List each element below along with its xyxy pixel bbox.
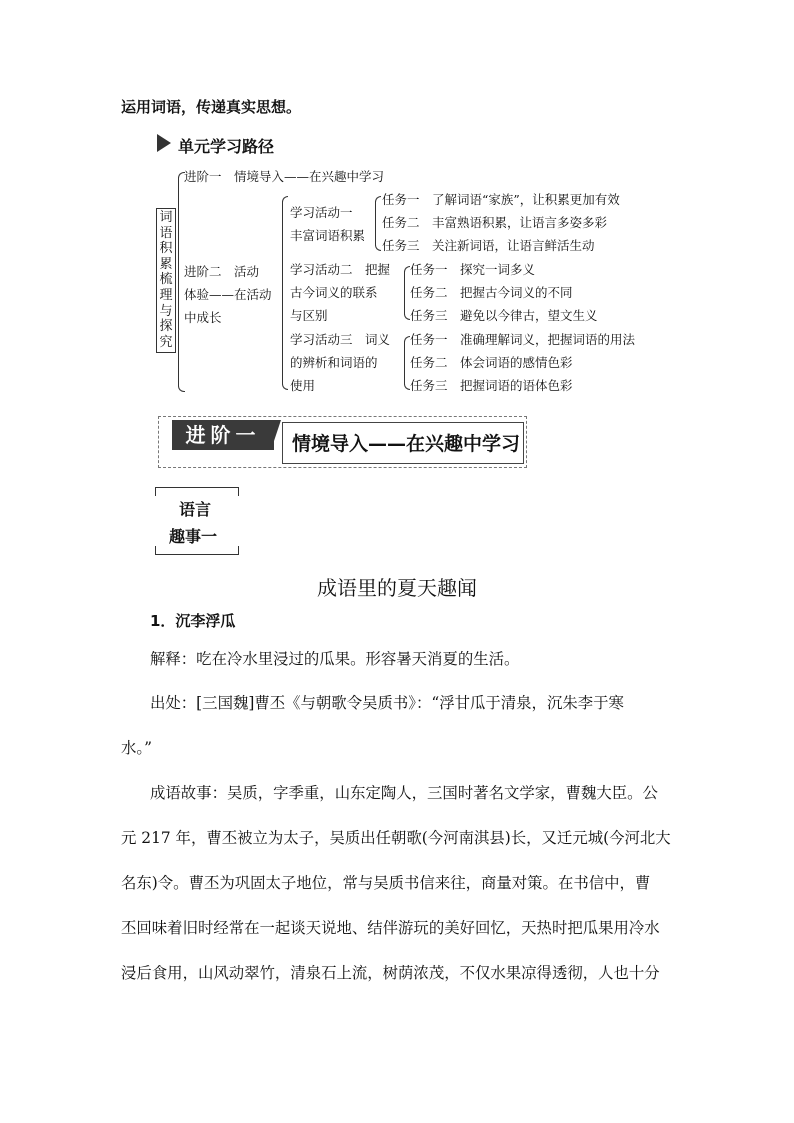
activity3-task1: 任务一 准确理解词义，把握词语的用法 xyxy=(410,332,636,347)
fun-box-line1: 语言 xyxy=(179,500,212,519)
banner-subtitle: 情境导入——在兴趣中学习 xyxy=(292,433,521,455)
activity1-line1: 学习活动一 xyxy=(290,205,353,220)
body-line: 名东)令。曹丕为巩固太子地位，常与吴质书信来往，商量对策。在书信中，曹 xyxy=(121,874,651,892)
body-line: 元 217 年，曹丕被立为太子，吴质出任朝歌(今河南淇县)长，又迁元城(今河北大 xyxy=(121,829,671,847)
activity2-task3: 任务三 避免以今律古，望文生义 xyxy=(410,308,598,323)
activity2-line3: 与区别 xyxy=(290,308,328,323)
fun-box-line2: 趣事一 xyxy=(169,527,218,546)
intro-line: 运用词语，传递真实思想。 xyxy=(121,98,302,116)
stage2-line3: 中成长 xyxy=(184,310,222,325)
body-line: 解释：吃在冷水里浸过的瓜果。形容暑天消夏的生活。 xyxy=(150,650,520,668)
stage2-brace xyxy=(282,196,288,390)
stage2-line2: 体验——在活动 xyxy=(184,287,272,302)
article-title: 成语里的夏天趣闻 xyxy=(317,576,477,600)
body-line: 水。” xyxy=(121,739,152,757)
route-title: 单元学习路径 xyxy=(178,137,275,156)
activity1-line2: 丰富词语积累 xyxy=(290,228,366,243)
activity2-task1: 任务一 探究一词多义 xyxy=(410,262,536,277)
triangle-marker-icon xyxy=(157,134,171,152)
root-brace xyxy=(178,172,185,392)
idiom-heading: 1．沉李浮瓜 xyxy=(150,612,236,630)
activity1-task3: 任务三 关注新词语，让语言鲜活生动 xyxy=(382,238,595,253)
body-line: 丕回味着旧时经常在一起谈天说地、结伴游玩的美好回忆，天热时把瓜果用冷水 xyxy=(121,919,660,937)
stage2-line1: 进阶二 活动 xyxy=(184,264,260,279)
activity1-task1: 任务一 了解词语“家族”，让积累更加有效 xyxy=(382,192,620,207)
body-line: 成语故事：吴质，字季重，山东定陶人，三国时著名文学家，曹魏大臣。公 xyxy=(150,784,658,802)
activity3-line3: 使用 xyxy=(290,378,316,393)
stage1-label: 进阶一 情境导入——在兴趣中学习 xyxy=(184,169,385,184)
activity3-line2: 的辨析和词语的 xyxy=(290,355,378,370)
activity1-task2: 任务二 丰富熟语积累，让语言多姿多彩 xyxy=(382,215,608,230)
activity2-line2: 古今词义的联系 xyxy=(290,285,378,300)
activity3-line1: 学习活动三 词义 xyxy=(290,332,391,347)
body-line: 浸后食用，山风动翠竹，清泉石上流，树荫浓茂，不仅水果凉得透彻，人也十分 xyxy=(121,964,660,982)
activity1-brace xyxy=(375,196,381,251)
activity2-task2: 任务二 把握古今词义的不同 xyxy=(410,285,573,300)
body-line: 出处：[三国魏]曹丕《与朝歌令吴质书》：“浮甘瓜于清泉，沉朱李于寒 xyxy=(150,694,624,712)
banner-tab: 进阶一 xyxy=(172,420,274,450)
banner-tab-edge xyxy=(271,420,281,450)
activity3-task2: 任务二 体会词语的感情色彩 xyxy=(410,355,573,370)
tree-root: 词语积累梳理与探究 xyxy=(156,208,176,353)
activity2-line1: 学习活动二 把握 xyxy=(290,262,391,277)
activity3-task3: 任务三 把握词语的语体色彩 xyxy=(410,378,573,393)
